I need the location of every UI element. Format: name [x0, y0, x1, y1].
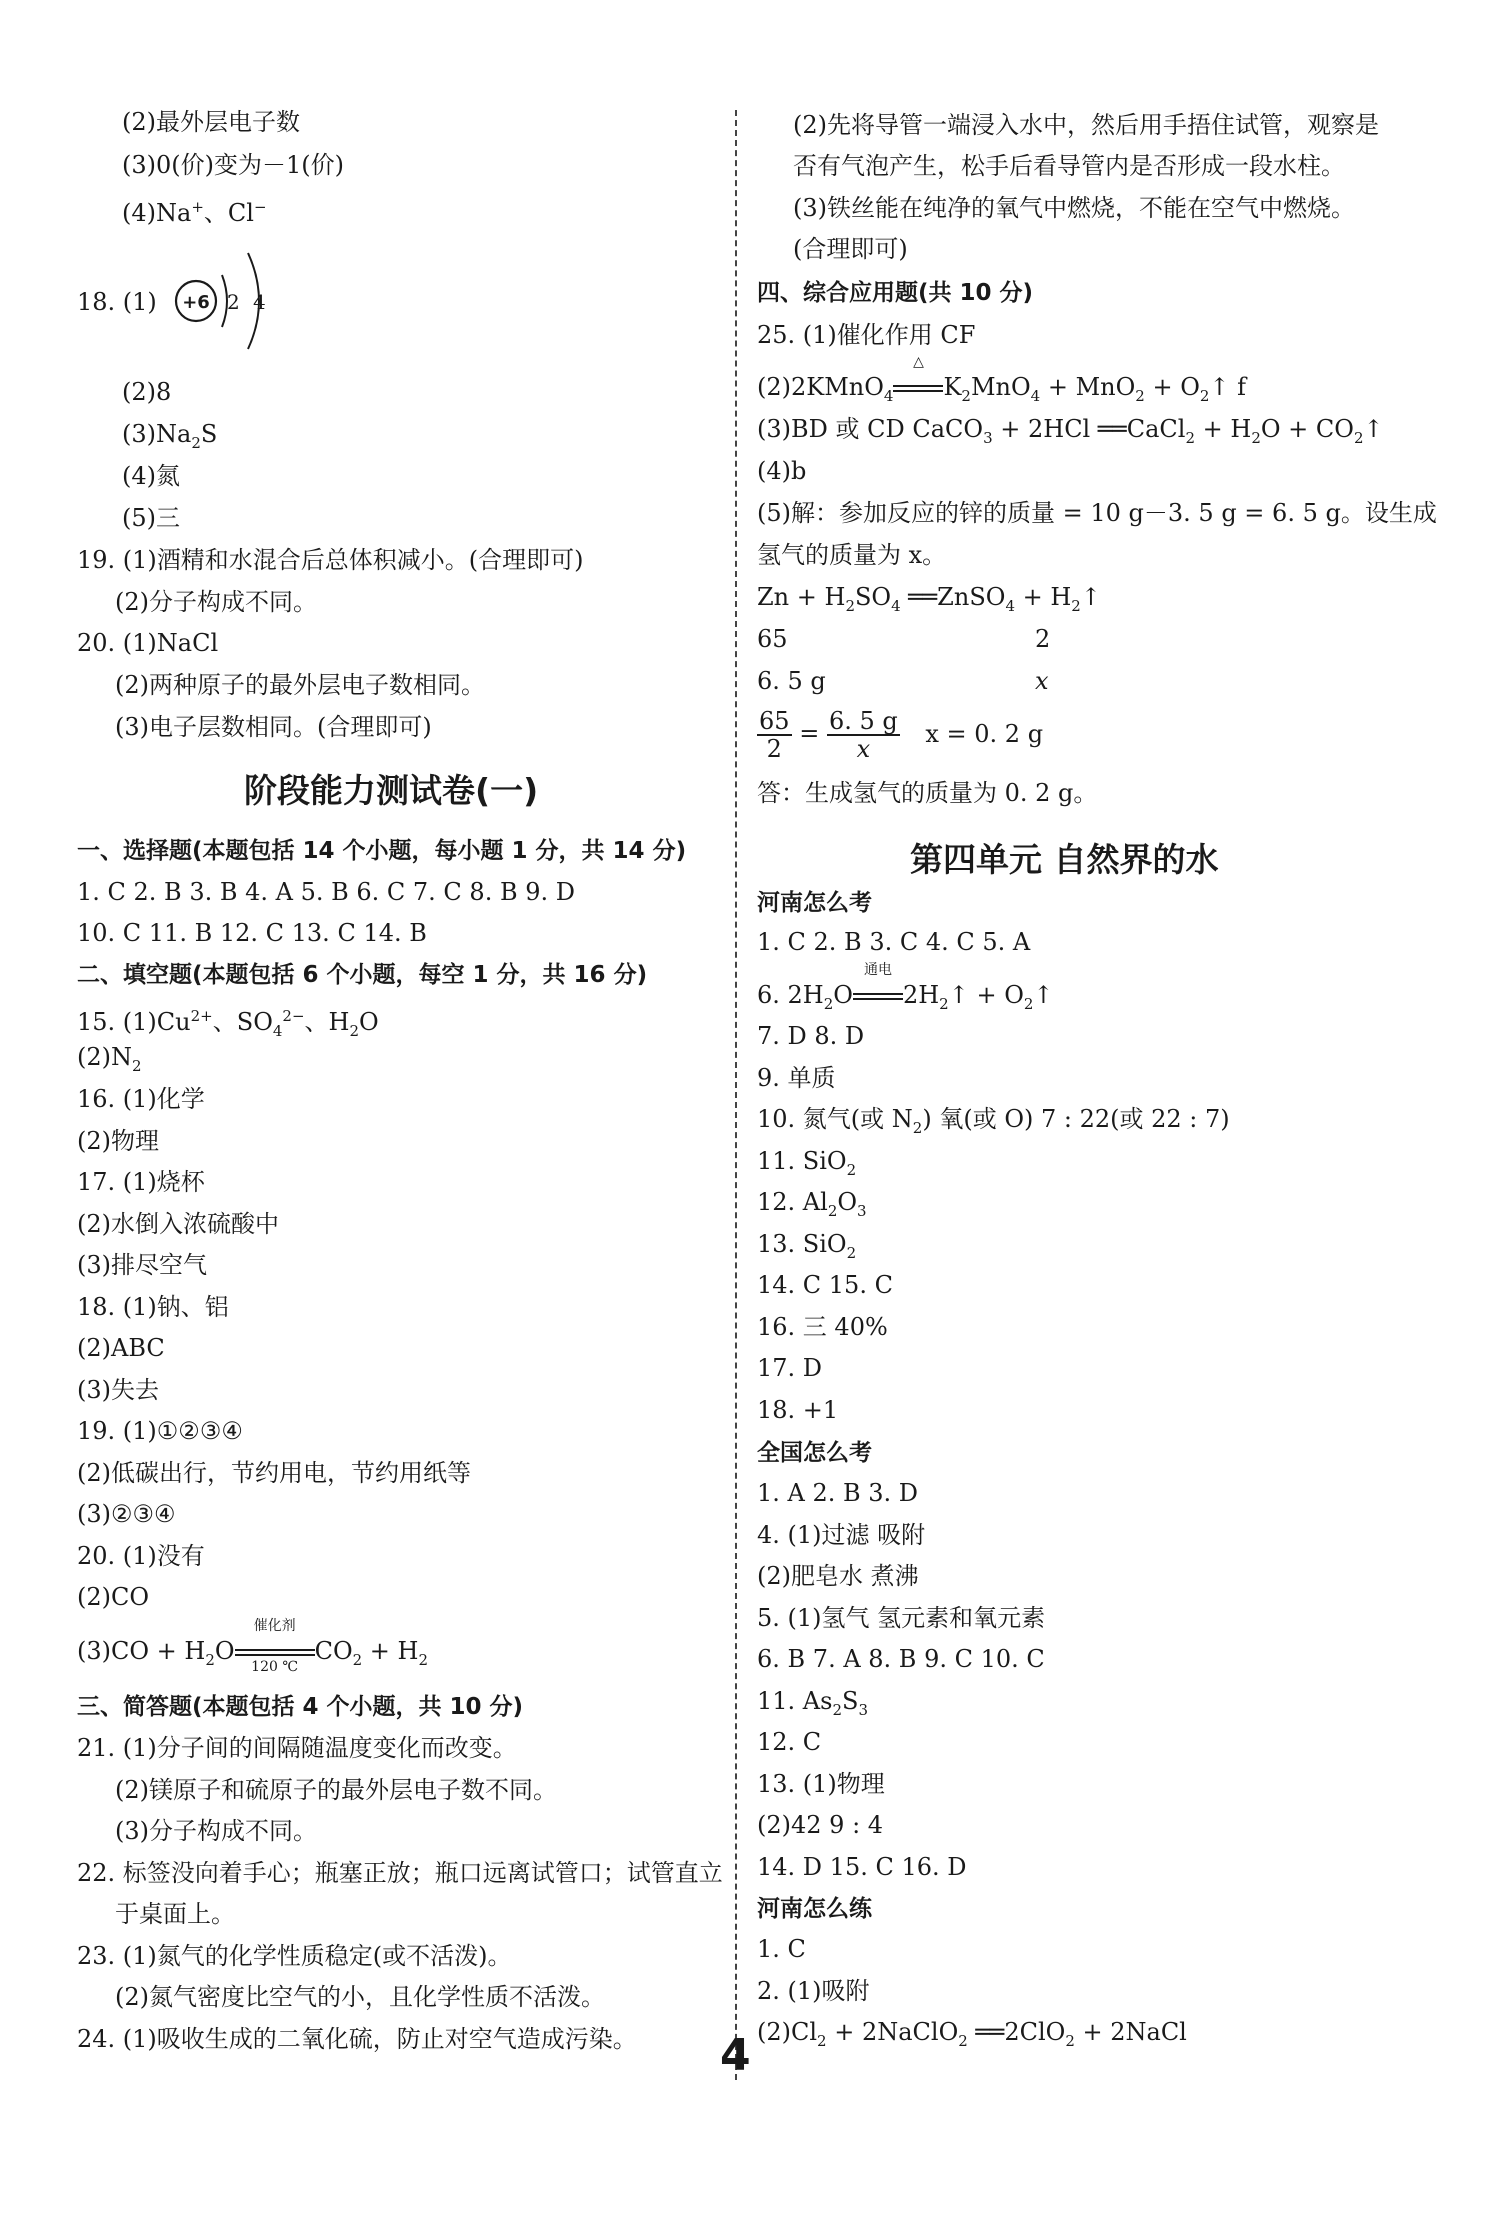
answer-line: 25. (1)催化作用 CF — [757, 321, 976, 349]
answer-line: 10. C 11. B 12. C 13. C 14. B — [77, 919, 427, 947]
answer-line: (2)物理 — [77, 1127, 159, 1155]
answer-line: 17. D — [757, 1354, 823, 1382]
answer-line: (5)三 — [122, 504, 180, 532]
answer-line: 19. (1)酒精和水混合后总体积减小。(合理即可) — [77, 546, 584, 574]
answer-line: (2)水倒入浓硫酸中 — [77, 1210, 279, 1238]
answer-line: 20. (1)没有 — [77, 1542, 205, 1570]
q18-label: 18. (1) — [77, 288, 157, 316]
section-heading: 全国怎么考 — [757, 1440, 872, 1466]
answer-line: (2)低碳出行，节约用电，节约用纸等 — [77, 1459, 471, 1487]
answer-line: 22. 标签没向着手心；瓶塞正放；瓶口远离试管口；试管直立 — [77, 1859, 723, 1887]
answer-line: 20. (1)NaCl — [77, 629, 219, 657]
answer-line: 6. 5 g — [757, 667, 826, 695]
section-heading: 河南怎么练 — [757, 1896, 872, 1922]
answer-line: (2)分子构成不同。 — [115, 588, 317, 616]
answer-line: 4. (1)过滤 吸附 — [757, 1521, 926, 1549]
answer-line: 2 — [1035, 625, 1051, 653]
section-heading: 河南怎么考 — [757, 890, 872, 916]
answer-line: 11. SiO$_2$ — [757, 1147, 857, 1179]
answer-line: (3)电子层数相同。(合理即可) — [115, 713, 432, 741]
answer-line: $(3)Na_2S$ — [122, 420, 218, 452]
nucleus-charge: +6 — [182, 292, 210, 313]
answer-line: x — [1035, 667, 1049, 695]
answer-line: 65 — [757, 625, 788, 653]
answer-line: 1. C 2. B 3. B 4. A 5. B 6. C 7. C 8. B 9. D — [77, 878, 575, 906]
answer-line: (3)排尽空气 — [77, 1251, 207, 1279]
answer-line: 9. 单质 — [757, 1064, 836, 1092]
shell-1-electrons: 2 — [227, 290, 240, 314]
column-divider — [735, 110, 737, 2080]
answer-line: 24. (1)吸收生成的二氧化硫，防止对空气造成污染。 — [77, 2025, 637, 2053]
answer-line: 18. (1)钠、铝 — [77, 1293, 229, 1321]
reaction-condition-bottom: 120 ℃ — [251, 1659, 298, 1675]
proportion-equation: $\frac{65}{2}$ = $\frac{6. 5 g}{x}$ x = 0. 2 g — [759, 707, 1044, 763]
section-heading: 一、选择题(本题包括 14 个小题，每小题 1 分，共 14 分) — [77, 838, 687, 864]
answer-line: (3)铁丝能在纯净的氧气中燃烧，不能在空气中燃烧。 — [793, 194, 1355, 222]
answer-line: (3)0(价)变为－1(价) — [122, 151, 344, 179]
answer-line: (2)先将导管一端浸入水中，然后用手捂住试管，观察是 — [793, 111, 1379, 139]
answer-line: 16. (1)化学 — [77, 1085, 205, 1113]
answer-line: 19. (1)①②③④ — [77, 1417, 243, 1445]
answer-line: 氢气的质量为 x。 — [757, 541, 947, 569]
answer-line: 5. (1)氢气 氢元素和氧元素 — [757, 1604, 1046, 1632]
answer-line: 否有气泡产生，松手后看导管内是否形成一段水柱。 — [793, 152, 1345, 180]
heat-condition: △ — [913, 354, 924, 370]
answer-line: (2)ABC — [77, 1334, 165, 1362]
answer-line: (2)镁原子和硫原子的最外层电子数不同。 — [115, 1776, 557, 1804]
answer-line: 2. (1)吸附 — [757, 1977, 870, 2005]
answer-line: (5)解：参加反应的锌的质量 = 10 g－3. 5 g = 6. 5 g。设生成 — [757, 499, 1437, 527]
equation-line: $(3)CO + H_2O$ 催化剂 120 ℃ $CO_2 + H_2$ — [77, 1618, 429, 1675]
answer-line: 23. (1)氮气的化学性质稳定(或不活泼)。 — [77, 1942, 512, 1970]
answer-line: 12. C — [757, 1728, 822, 1756]
electrolysis-condition: 通电 — [863, 962, 892, 978]
answer-line: 6. B 7. A 8. B 9. C 10. C — [757, 1645, 1045, 1673]
answer-line: (合理即可) — [793, 235, 908, 263]
answer-line: (2)最外层电子数 — [122, 108, 300, 136]
answer-line: 1. C — [757, 1935, 806, 1963]
answer-line: (3)②③④ — [77, 1500, 176, 1528]
equation-line: 6. $2H_2O$ 通电 $2H_2↑$ + $O_2↑$ — [757, 962, 1054, 1013]
shell-2-electrons: 4 — [253, 290, 266, 314]
answer-line: (2)氮气密度比空气的小，且化学性质不活泼。 — [115, 1983, 605, 2011]
answer-line: (2)8 — [122, 378, 172, 406]
equation-line: (2)2KMnO$_4$ △ $K_2MnO_4 + MnO_2$ + $O_2↑$ f — [757, 354, 1247, 405]
answer-line: (2)肥皂水 煮沸 — [757, 1562, 919, 1590]
answer-line: 1. C 2. B 3. C 4. C 5. A — [757, 928, 1031, 956]
section-heading: 三、简答题(本题包括 4 个小题，共 10 分) — [77, 1694, 524, 1720]
answer-line: $(2)N_2$ — [77, 1043, 142, 1075]
answer-line: (2)42 9 : 4 — [757, 1811, 884, 1839]
answer-line: (3)分子构成不同。 — [115, 1817, 317, 1845]
answer-line: 17. (1)烧杯 — [77, 1168, 205, 1196]
section-title: 第四单元 自然界的水 — [910, 840, 1219, 879]
page-number: 4 — [720, 2030, 751, 2081]
answer-line: 13. SiO$_2$ — [757, 1230, 857, 1262]
answer-line: (2)两种原子的最外层电子数相同。 — [115, 671, 485, 699]
answer-line: (4)Na+、Cl− — [122, 198, 267, 227]
section-heading: 四、综合应用题(共 10 分) — [757, 280, 1034, 306]
atom-structure-diagram — [170, 245, 280, 355]
answer-line: (4)b — [757, 457, 807, 485]
answer-line: 1. A 2. B 3. D — [757, 1479, 919, 1507]
answer-line: (2)CO — [77, 1583, 150, 1611]
answer-line: 18. +1 — [757, 1396, 839, 1424]
answer-line: 于桌面上。 — [115, 1900, 235, 1928]
answer-line: (3)失去 — [77, 1376, 159, 1404]
answer-line: 11. $As_2S_3$ — [757, 1687, 868, 1719]
section-heading: 二、填空题(本题包括 6 个小题，每空 1 分，共 16 分) — [77, 962, 648, 988]
fraction: $\frac{6. 5 g}{x}$ — [828, 707, 898, 763]
answer-line: 21. (1)分子间的间隔随温度变化而改变。 — [77, 1734, 517, 1762]
answer-line: 7. D 8. D — [757, 1022, 865, 1050]
section-title: 阶段能力测试卷(一) — [244, 771, 539, 810]
answer-line: 12. $Al_2O_3$ — [757, 1188, 867, 1220]
answer-line: 16. 三 40% — [757, 1313, 888, 1341]
answer-line: 13. (1)物理 — [757, 1770, 885, 1798]
equation-line: $Zn + H_2SO_4$ ══ZnSO$_4$ + $H_2↑$ — [757, 583, 1101, 615]
reaction-condition-top: 催化剂 — [253, 1618, 296, 1634]
answer-line: 10. 氮气(或 $N_2$) 氧(或 O) 7 : 22(或 22 : 7) — [757, 1105, 1230, 1137]
answer-line: 答：生成氢气的质量为 0. 2 g。 — [757, 779, 1098, 807]
equation-line: (3)BD 或 CD CaCO$_3$ + 2HCl ══CaCl$_2$ + $H_2O$ + $CO_2↑$ — [757, 415, 1384, 447]
answer-line: 14. C 15. C — [757, 1271, 893, 1299]
answer-line: 15. $(1)Cu^{2+}$、$SO_4^{2-}$、$H_2O$ — [77, 1007, 379, 1040]
equation-line: $(2)Cl_2$ + 2NaClO$_2$ ══2ClO$_2$ + 2NaCl — [757, 2018, 1187, 2050]
fraction: $\frac{65}{2}$ — [759, 707, 790, 763]
answer-line: 14. D 15. C 16. D — [757, 1853, 967, 1881]
answer-line: (4)氮 — [122, 462, 180, 490]
